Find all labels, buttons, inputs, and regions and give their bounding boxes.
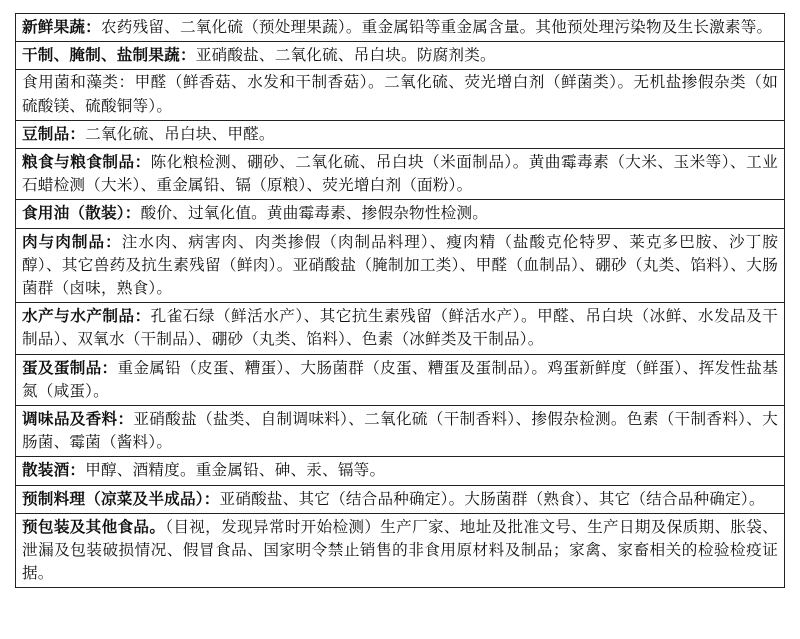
row-text: 农药残留、二氧化硫（预处理果蔬）。重金属铅等重金属含量。其他预处理污染物及生长激素等。 [100, 18, 773, 36]
table-row [16, 405, 784, 456]
table-row [16, 456, 784, 484]
row-label: 水产与水产制品： [22, 306, 151, 326]
row-label: 新鲜果蔬： [22, 17, 101, 36]
row-text: 注水肉、病害肉、肉类掺假（肉制品料理）、瘦肉精（盐酸克伦特罗、莱克多巴胺、沙丁胺醇）、其它兽药及抗生素残留（鲜肉）。亚硝酸盐（腌制加工类）、甲醛（血制品）、硼砂（丸类、馅料）、大肠菌群（卤味，熟食）。 [22, 232, 778, 298]
row-label: 粮食与粮食制品： [22, 152, 151, 172]
row-label: 食用菌和藻类： [22, 73, 135, 92]
table-row [16, 120, 784, 148]
row-text: 孔雀石绿（鲜活水产）、其它抗生素残留（鲜活水产）。甲醛、吊白块（冰鲜、水发品及干制品）、双氧水（干制品）、硼砂（丸类、馅料）、色素（冰鲜类及干制品）。 [22, 307, 778, 349]
table-row [16, 228, 784, 303]
table-row [16, 485, 784, 513]
row-text: 亚硝酸盐、二氧化硫、吊白块。防腐剂类。 [195, 46, 496, 65]
table-row [16, 14, 784, 41]
row-label: 散装酒： [22, 460, 86, 480]
row-text: 甲醛（鲜香菇、水发和干制香菇）。二氧化硫、荧光增白剂（鲜菌类）。无机盐掺假杂类（如硫酸镁、硫酸铜等）。 [22, 73, 778, 115]
row-text: 酸价、过氧化值。黄曲霉毒素、掺假杂物性检测。 [140, 204, 489, 223]
row-label: 豆制品： [22, 123, 86, 143]
row-text: 陈化粮检测、硼砂、二氧化硫、吊白块（米面制品）。黄曲霉毒素（大米、玉米等）、工业石蜡检测（大米）、重金属铅、镉（原粮）、荧光增白剂（面粉）。 [22, 153, 778, 195]
row-label: 调味品及香料： [22, 409, 134, 429]
row-label: 蛋及蛋制品： [22, 357, 118, 377]
row-text: 亚硝酸盐（盐类、自制调味料）、二氧化硫（干制香料）、掺假杂检测。色素（干制香料）、大肠菌、霉菌（酱料）。 [22, 410, 778, 452]
row-label: 肉与肉制品： [22, 231, 122, 251]
table-row [16, 69, 784, 119]
row-text: （目视，发现异常时开始检测）生产厂家、地址及批准文号、生产日期及保质期、胀袋、泄漏及包装破损情况、假冒食品、国家明令禁止销售的非食用原材料及制品；家禽、家畜相关的检验检疫证据。 [22, 517, 778, 583]
row-text: 二氧化硫、吊白块、甲醛。 [85, 124, 275, 143]
row-label: 预制料理（凉菜及半成品）： [22, 488, 220, 508]
table-row [16, 41, 784, 69]
row-label: 食用油（散装）： [22, 203, 141, 223]
row-label: 干制、腌制、盐制果蔬： [22, 45, 196, 65]
food-testing-table [15, 13, 785, 588]
table-row [16, 302, 784, 353]
table-row [16, 148, 784, 199]
row-text: 重金属铅（皮蛋、糟蛋）、大肠菌群（皮蛋、糟蛋及蛋制品）。鸡蛋新鲜度（鲜蛋）、挥发性盐基氮（咸蛋）。 [22, 358, 778, 400]
table-row [16, 354, 784, 405]
table-row [16, 199, 784, 227]
table-row [16, 513, 784, 588]
row-label: 预包装及其他食品。 [22, 516, 166, 536]
row-text: 亚硝酸盐、其它（结合品种确定）。大肠菌群（熟食）、其它（结合品种确定）。 [219, 489, 765, 508]
row-text: 甲醇、酒精度。重金属铅、砷、汞、镉等。 [85, 461, 386, 480]
